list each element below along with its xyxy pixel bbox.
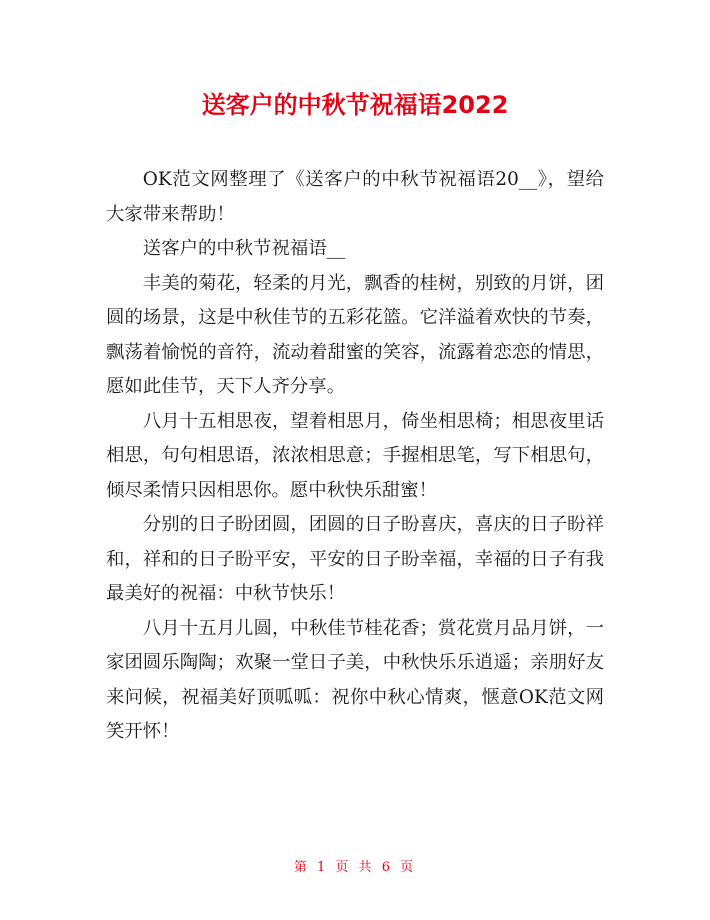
intro-paragraph: OK范文网整理了《送客户的中秋节祝福语20__》，望给大家带来帮助！ [106,169,604,225]
blessing-paragraph-2: 八月十五相思夜，望着相思月，倚坐相思椅；相思夜里话相思，句句相思语，浓浓相思意；手握相思笔，写下相思句，倾尽柔情只因相思你。愿中秋快乐甜蜜！ [106,410,604,501]
document-body [106,163,604,750]
blessing-paragraph-4: 八月十五月儿圆，中秋佳节桂花香；赏花赏月品月饼，一家团圆乐陶陶；欢聚一堂日子美，中秋快乐乐逍遥；亲朋好友来问候，祝福美好顶呱呱：祝你中秋心情爽，惬意OK范文网笑开怀！ [106,617,604,742]
blessing-paragraph-3: 分别的日子盼团圆，团圆的日子盼喜庆，喜庆的日子盼祥和，祥和的日子盼平安，平安的日子盼幸福，幸福的日子有我最美好的祝福：中秋节快乐！ [106,514,604,604]
section-heading: 送客户的中秋节祝福语__ [142,238,346,259]
document-title: 送客户的中秋节祝福语2022 [201,91,509,119]
page-number-footer: 第 1 页 共 6 页 [293,860,417,875]
blessing-paragraph-1: 丰美的菊花，轻柔的月光，飘香的桂树，别致的月饼，团圆的场景，这是中秋佳节的五彩花篮。它洋溢着欢快的节奏，飘荡着愉悦的音符，流动着甜蜜的笑容，流露着恋恋的情思，愿如此佳节，天下人齐分享。 [106,272,604,397]
